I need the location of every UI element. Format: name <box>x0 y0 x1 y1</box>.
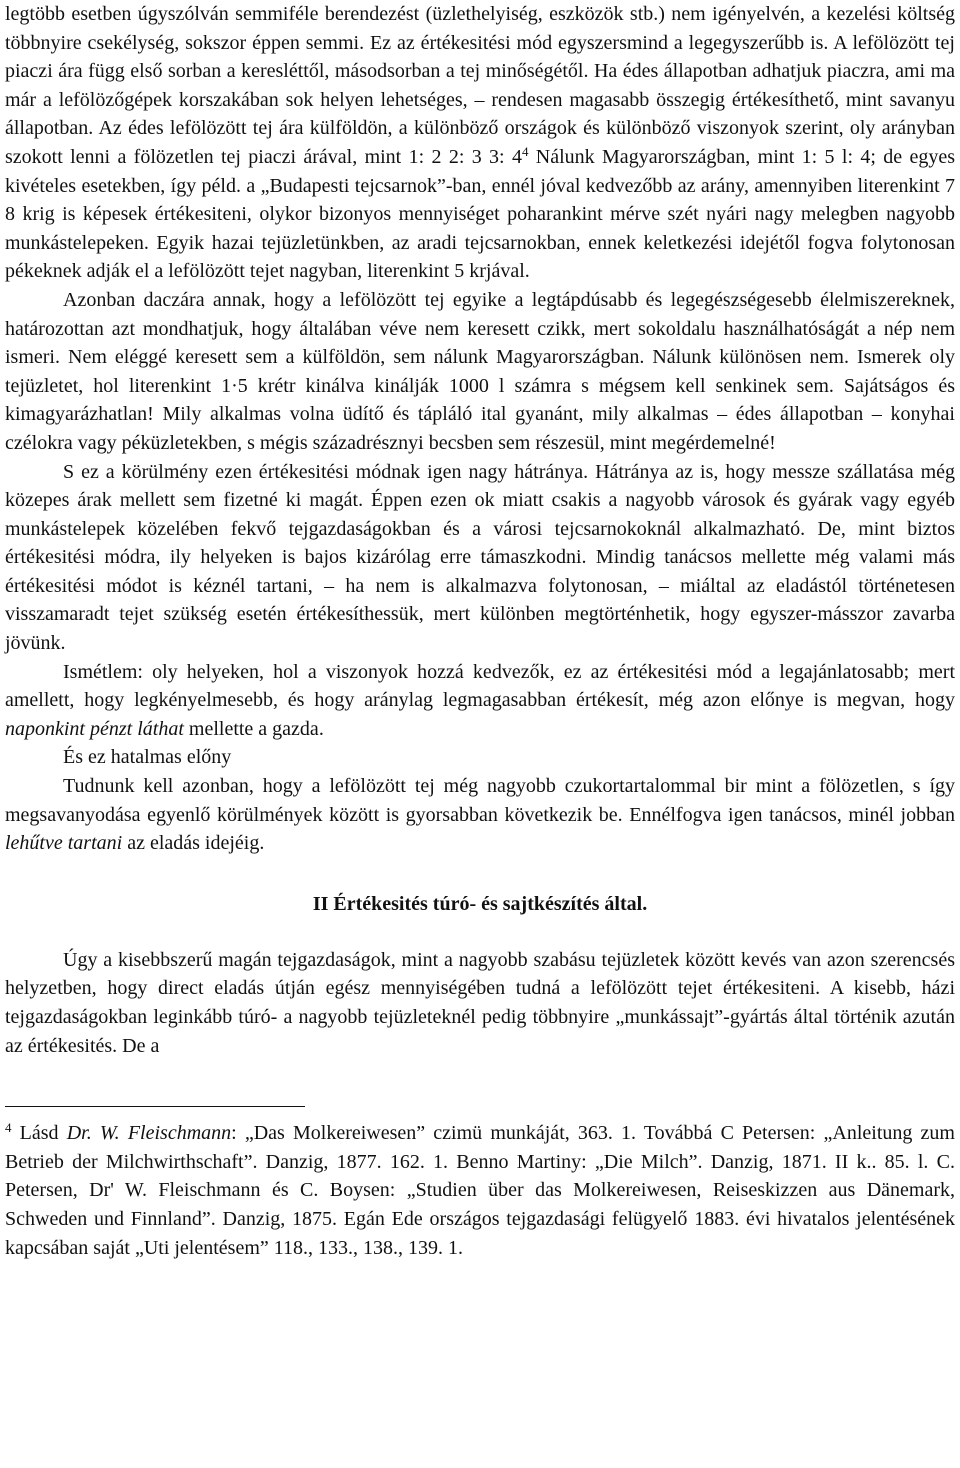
footnote-divider <box>5 1106 305 1107</box>
paragraph-6-text-b: az eladás idejéig. <box>122 832 265 855</box>
paragraph-4-text-a: Ismétlem: oly helyeken, hol a viszonyok hozzá kedvezők, ez az értékesitési mód a legajánlatosabb; mert amellett, hogy legkényelmesebb, és hogy aránylag legmagasabban értékesít, még azon előnye is megvan, hogy <box>5 660 955 712</box>
section-heading: II Értékesités túró- és sajtkészítés által. <box>312 892 648 915</box>
paragraph-6-text-a: Tudnunk kell azonban, hogy a lefölözött tej még nagyobb czukortartalommal bir mint a fölözetlen, s így megsavanyodása egyenlő körülmények között is gyorsabban következik be. Ennélfogva igen tanácsos, minél jobban <box>5 775 955 826</box>
paragraph-4-text-b: mellette a gazda. <box>183 717 324 740</box>
footnote-reference: 4 <box>521 143 529 159</box>
document-page <box>5 0 955 1262</box>
footnote <box>5 1119 955 1262</box>
paragraph-3: S ez a körülmény ezen értékesitési módnak igen nagy hátránya. Hátránya az is, hogy messze szállatása még közepes árak mellett sem fizetné ki magát. Éppen ezen ok miatt csakis a nagyobb városok és gyárak vagy egyéb munkástelepek közelében fekvő tejgazdaságokban és a városi tejcsarnokoknál alkalmazható. De, mint biztos értékesitési módra, ily helyeken is bajos kizárólag erre támaszkodni. Mindig tanácsos mellette még valami más értékesitési módot is kéznél tartani, – ha nem is alkalmazva folytonosan, – miáltal az eladástól történetesen visszamaradt tejet szükség esetén értékesíthessük, mert különben megtörténhetik, hogy egyszer-másszor zavarba jövünk. <box>5 460 955 655</box>
paragraph-6-emphasis: lehűtve tartani <box>5 832 123 855</box>
paragraph-after-heading: Úgy a kisebbszerű magán tejgazdaságok, mint a nagyobb szabásu tejüzletek között kevés van azon szerencsés helyzetben, hogy direct eladás útján egész mennyiségében tudná a lefölözött tejet értékesiteni. A kisebb, házi tejgazdaságokban leginkább túró- a nagyobb tejüzleteknél pedig többnyire „munkássajt”-gyártás által történik azután az értékesités. De a <box>5 948 955 1057</box>
paragraph-1-text-b: Nálunk Magyarországban, mint 1: 5 l: 4; de egyes kivételes esetekben, így péld. a „Budapesti tejcsarnok”-ban, ennél jóval kedvezőbb az arány, amennyiben literenkint 7 8 krig is képesek értékesiteni, olykor bizonyos mennyiséget poharankint mérve szét nyári nagy melegben nagyobb munkástelepeken. Egyik hazai tejüzletünkben, az aradi tejcsarnokban, ennek keletkezési idejétől fogva folytonosan pékeknek adják el a lefölözött tejet nagyban, literenkint 5 krjával. <box>5 145 955 283</box>
footnote-number: 4 <box>5 1120 12 1136</box>
footnote-author-emphasis: Dr. W. Fleischmann <box>66 1122 232 1145</box>
footnote-text-b: : „Das Molkereiwesen” czimü munkáját, 363. 1. Továbbá C Petersen: „Anleitung zum Betrieb der Milchwirthschaft”. Danzig, 1877. 162. 1. Benno Martiny: „Die Milch”. Danzig, 1871. II k.. 85. l. C. Petersen, Dr' W. Fleischmann és C. Boysen: „Studien über das Molkereiwesen, Reiseskizzen aus Dänemark, Schweden und Finnland”. Danzig, 1875. Egán Ede országos tejgazdasági felügyelő 1883. évi hivatalos jelentésének kapcsában saját „Uti jelentésem” 118., 133., 138., 139. 1. <box>5 1122 955 1259</box>
paragraph-5: És ez hatalmas előny <box>63 746 232 769</box>
footnote-text-a: Lásd <box>11 1122 67 1145</box>
paragraph-1 <box>5 0 955 286</box>
paragraph-6 <box>5 772 955 858</box>
paragraph-4-emphasis: naponkint pénzt láthat <box>5 717 184 740</box>
paragraph-4 <box>5 658 955 744</box>
paragraph-2: Azonban daczára annak, hogy a lefölözött tej egyike a legtápdúsabb és legegészségesebb élelmiszereknek, határozottan azt mondhatjuk, hogy általában véve nem keresett czikk, mert sokoldalu használhatóságát a nép nem ismeri. Nem eléggé keresett sem a külföldön, sem nálunk Magyarországban. Nálunk különösen nem. Ismerek oly tejüzletet, hol literenkint 1·5 krétr kinálva kinálják 1000 l számra s mégsem kell senkinek sem. Sajátságos és kimagyarázhatlan! Mily alkalmas volna üdítő és tápláló ital gyanánt, mily alkalmas – édes állapotban – konyhai czélokra vagy péküzletekben, s mégis századrésznyi becsben sem részesül, mint megérdemelné! <box>5 288 955 454</box>
paragraph-1-text-a: legtöbb esetben úgyszólván semmiféle berendezést (üzlethelyiség, eszközök stb.) nem igényelvén, a kezelési költség többnyire csekélység, sokszor éppen semmi. Ez az értékesitési mód egyszersmind a legegyszerűbb is. A lefölözött tej piaczi ára függ első sorban a keresléttől, másodsorban a tej minőségétől. Ha édes állapotban adhatjuk piaczra, ami ma már a lefölözőgépek korszakában sok helyen lehetséges, – rendesen magasabb összegig értékesíthető, mint savanyu állapotban. Az édes lefölözött tej ára külföldön, a különböző országok és különböző viszonyok szerint, oly arányban szokott lenni a fölözetlen tej piaczi árával, mint 1: 2 2: 3 3: 4 <box>5 3 955 168</box>
